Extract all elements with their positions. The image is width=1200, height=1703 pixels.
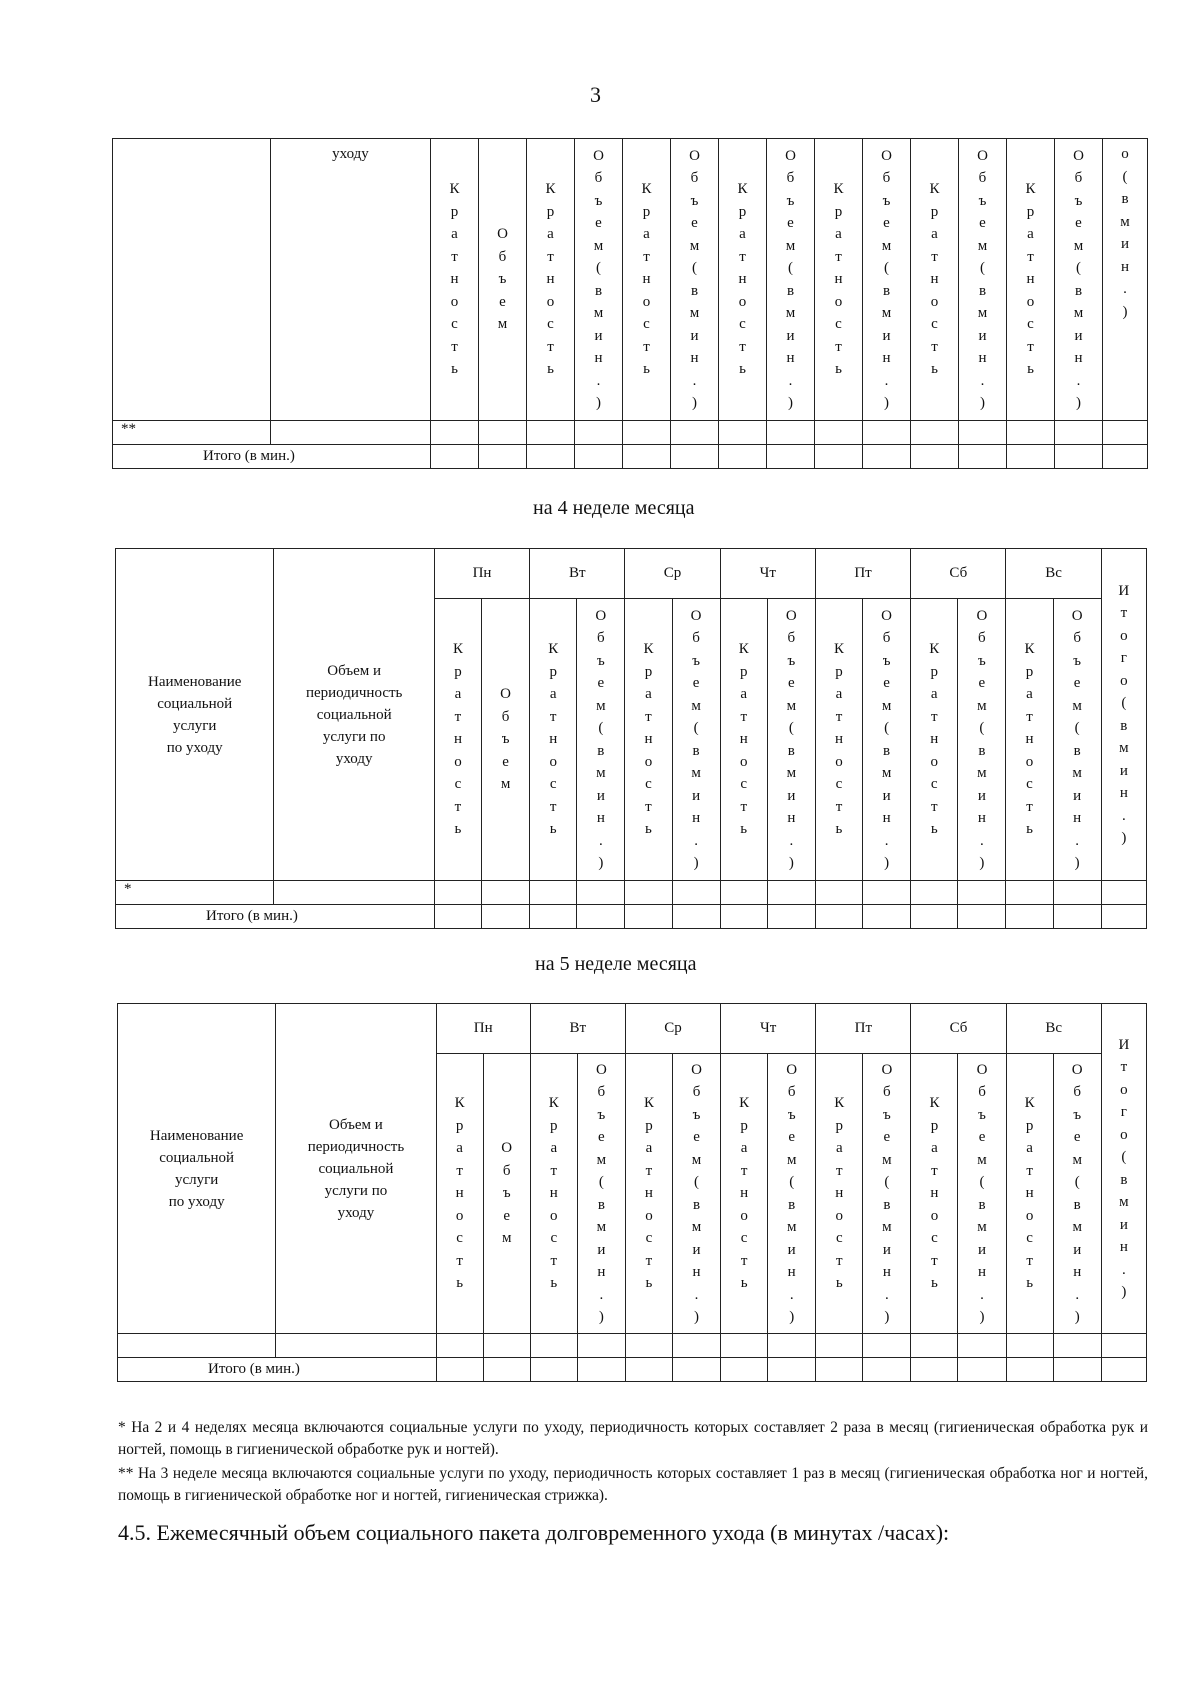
obem-header: О б ъ е м ( в м и н . ) <box>671 139 719 421</box>
day-header: Пн <box>434 549 529 599</box>
kratnost-header: К р а т н о с т ь <box>527 139 575 421</box>
stars-marker: * <box>116 881 274 905</box>
kratnost-header: К р а т н о с т ь <box>911 1054 958 1334</box>
kratnost-header: К р а т н о с т ь <box>530 599 577 881</box>
obem-header: О б ъ е м ( в м и н . ) <box>577 599 625 881</box>
volume-column-header: Объем и периодичность социальной услуги по уходу <box>276 1004 436 1334</box>
obem-header: О б ъ е м ( в м и н . ) <box>1055 139 1103 421</box>
kratnost-header: К р а т н о с т ь <box>815 599 862 881</box>
kratnost-header: К р а т н о с т ь <box>530 1054 577 1334</box>
obem-header: О б ъ е м ( в м и н . ) <box>577 1054 625 1334</box>
stars-marker: ** <box>113 421 271 445</box>
kratnost-header: К р а т н о с т ь <box>911 599 958 881</box>
kratnost-header: К р а т н о с т ь <box>625 1054 672 1334</box>
day-header: Ср <box>625 1004 720 1054</box>
kratnost-header: К р а т н о с т ь <box>625 599 672 881</box>
obem-header: О б ъ е м ( в м и н . ) <box>767 599 815 881</box>
obem-header: О б ъ е м ( в м и н . ) <box>863 139 911 421</box>
obem-header: О б ъ е м ( в м и н . ) <box>863 1054 911 1334</box>
kratnost-header: К р а т н о с т ь <box>434 599 481 881</box>
day-header: Вс <box>1006 549 1101 599</box>
name-cell <box>113 139 271 421</box>
volume-column-header: Объем и периодичность социальной услуги по уходу <box>274 549 434 881</box>
day-header: Сб <box>911 1004 1006 1054</box>
obem-header: О б ъ е м ( в м и н . ) <box>768 1054 816 1334</box>
table-row <box>116 905 1147 929</box>
itogo-label: Итого (в мин.) <box>118 1358 437 1382</box>
table-row <box>118 1334 1147 1358</box>
footnote-single-star: * На 2 и 4 неделях месяца включаются социальные услуги по уходу, периодичность которых составляет 2 раза в месяц (гигиеническая обработка рук и ногтей, помощь в гигиенической обработке рук и ногтей). <box>118 1419 1148 1458</box>
table-week5 <box>117 1003 1147 1382</box>
kratnost-header: К р а т н о с т ь <box>719 139 767 421</box>
table-row <box>113 421 1148 445</box>
table-week4 <box>115 548 1147 929</box>
obem-header: О б ъ е м ( в м и н . ) <box>672 599 720 881</box>
obem-header: О б ъ е м ( в м и н . ) <box>575 139 623 421</box>
kratnost-header: К р а т н о с т ь <box>911 139 959 421</box>
kratnost-header: К р а т н о с т ь <box>1006 599 1053 881</box>
week5-caption: на 5 неделе месяца <box>535 953 697 975</box>
day-header: Чт <box>721 1004 816 1054</box>
itogo-label: Итого (в мин.) <box>116 905 435 929</box>
name-column-header: Наименование социальной услуги по уходу <box>118 1004 276 1334</box>
kratnost-header: К р а т н о с т ь <box>721 1054 768 1334</box>
day-header: Пн <box>436 1004 530 1054</box>
obem-header: О б ъ е м <box>483 1054 530 1334</box>
obem-header: О б ъ е м ( в м и н . ) <box>672 1054 720 1334</box>
day-header: Пт <box>816 1004 911 1054</box>
obem-header: О б ъ е м <box>479 139 527 421</box>
table-week3-continuation <box>112 138 1148 469</box>
itogo-label: Итого (в мин.) <box>113 445 431 469</box>
day-header: Пт <box>815 549 910 599</box>
kratnost-header: К р а т н о с т ь <box>623 139 671 421</box>
obem-header: О б ъ е м ( в м и н . ) <box>1053 1054 1101 1334</box>
table-row <box>113 445 1148 469</box>
day-header: Ср <box>625 549 720 599</box>
obem-header: О б ъ е м ( в м и н . ) <box>1053 599 1101 881</box>
day-header: Вт <box>530 1004 625 1054</box>
obem-header: О б ъ е м <box>482 599 530 881</box>
obem-header: О б ъ е м ( в м и н . ) <box>958 1054 1006 1334</box>
itogo-vertical-header: И т о г о ( в м и н . ) <box>1101 1004 1146 1334</box>
kratnost-header: К р а т н о с т ь <box>720 599 767 881</box>
day-header: Сб <box>911 549 1006 599</box>
obem-header: О б ъ е м ( в м и н . ) <box>959 139 1007 421</box>
itogo-vertical-header: И т о г о ( в м и н . ) <box>1101 549 1146 881</box>
table-row <box>118 1358 1147 1382</box>
obem-header: О б ъ е м ( в м и н . ) <box>863 599 911 881</box>
kratnost-header: К р а т н о с т ь <box>816 1054 863 1334</box>
day-header: Вс <box>1006 1004 1101 1054</box>
kratnost-header: К р а т н о с т ь <box>1007 139 1055 421</box>
volume-cell: уходу <box>271 139 431 421</box>
obem-header: О б ъ е м ( в м и н . ) <box>767 139 815 421</box>
day-header: Чт <box>720 549 815 599</box>
kratnost-header: К р а т н о с т ь <box>815 139 863 421</box>
name-column-header: Наименование социальной услуги по уходу <box>116 549 274 881</box>
kratnost-header: К р а т н о с т ь <box>436 1054 483 1334</box>
obem-header: О б ъ е м ( в м и н . ) <box>958 599 1006 881</box>
itogo-header: о ( в м и н . ) <box>1103 139 1148 421</box>
section-heading: 4.5. Ежемесячный объем социального пакета долговременного ухода (в минутах /часах): <box>118 1520 950 1545</box>
footnote-double-star: ** На 3 неделе месяца включаются социальные услуги по уходу, периодичность которых составляет 1 раз в месяц (гигиеническая обработка ног и ногтей, помощь в гигиенической обработке ног и ногтей, гигиеническая стрижка). <box>118 1465 1148 1504</box>
page-number: 3 <box>590 82 601 107</box>
kratnost-header: К р а т н о с т ь <box>1006 1054 1053 1334</box>
week4-caption: на 4 неделе месяца <box>533 497 695 519</box>
kratnost-header: К р а т н о с т ь <box>431 139 479 421</box>
day-header: Вт <box>530 549 625 599</box>
table-row <box>116 881 1147 905</box>
